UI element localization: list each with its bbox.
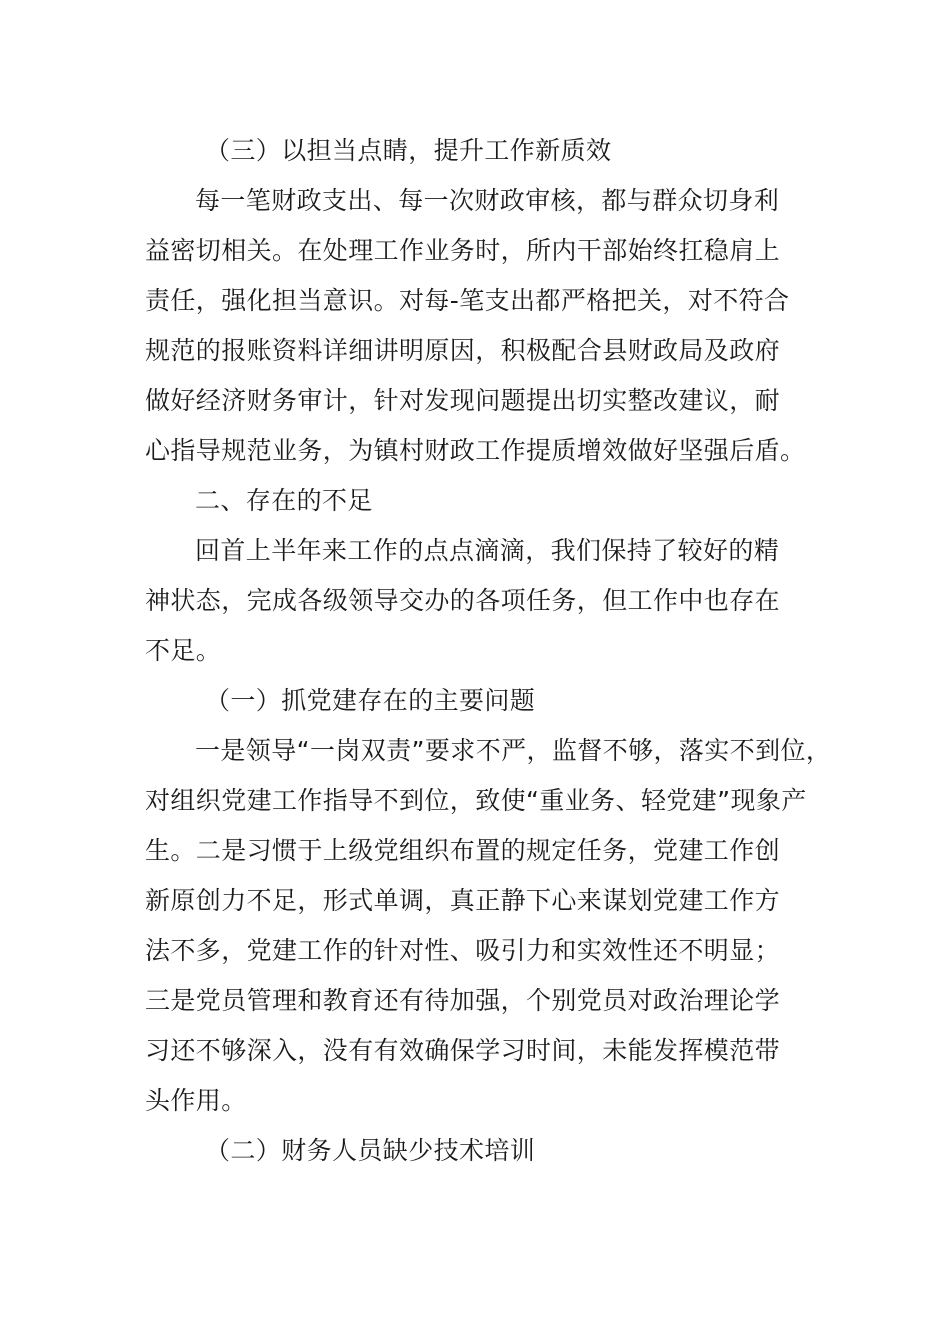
paragraph-line: 益密切相关。在处理工作业务时，所内干部始终扛稳肩上 [145,236,781,265]
paragraph-line: 做好经济财务审计，针对发现问题提出切实整改建议，耐 [145,386,781,415]
paragraph-line: 生。二是习惯于上级党组织布置的规定任务，党建工作创 [145,836,781,865]
paragraph-line: 每一笔财政支出、每一次财政审核，都与群众切身利 [195,186,780,215]
paragraph-line: 三是党员管理和教育还有待加强，个别党员对政治理论学 [145,986,781,1015]
section-heading-three: （三）以担当点睛，提升工作新质效 [205,136,612,165]
paragraph-line: 回首上半年来工作的点点滴滴，我们保持了较好的精 [195,536,780,565]
paragraph-line: 不足。 [145,636,222,665]
subsection-heading-one: （一）抓党建存在的主要问题 [205,686,536,715]
paragraph-line: 责任，强化担当意识。对每-笔支出都严格把关，对不符合 [145,286,790,315]
paragraph-line: 神状态，完成各级领导交办的各项任务，但工作中也存在 [145,586,781,615]
paragraph-line: 一是领导“一岗双责”要求不严，监督不够，落实不到位， [195,736,832,765]
paragraph-line: 规范的报账资料详细讲明原因，积极配合县财政局及政府 [145,336,781,365]
paragraph-line: 头作用。 [145,1086,247,1115]
paragraph-line: 法不多，党建工作的针对性、吸引力和实效性还不明显； [145,936,781,965]
section-heading-two: 二、存在的不足 [195,486,373,515]
paragraph-line: 习还不够深入，没有有效确保学习时间，未能发挥模范带 [145,1036,781,1065]
paragraph-line: 心指导规范业务，为镇村财政工作提质增效做好坚强后盾。 [145,436,806,465]
paragraph-line: 新原创力不足，形式单调，真正静下心来谋划党建工作方 [145,886,781,915]
subsection-heading-two: （二）财务人员缺少技术培训 [205,1136,536,1165]
paragraph-line: 对组织党建工作指导不到位，致使“重业务、轻党建”现象产 [145,786,807,815]
